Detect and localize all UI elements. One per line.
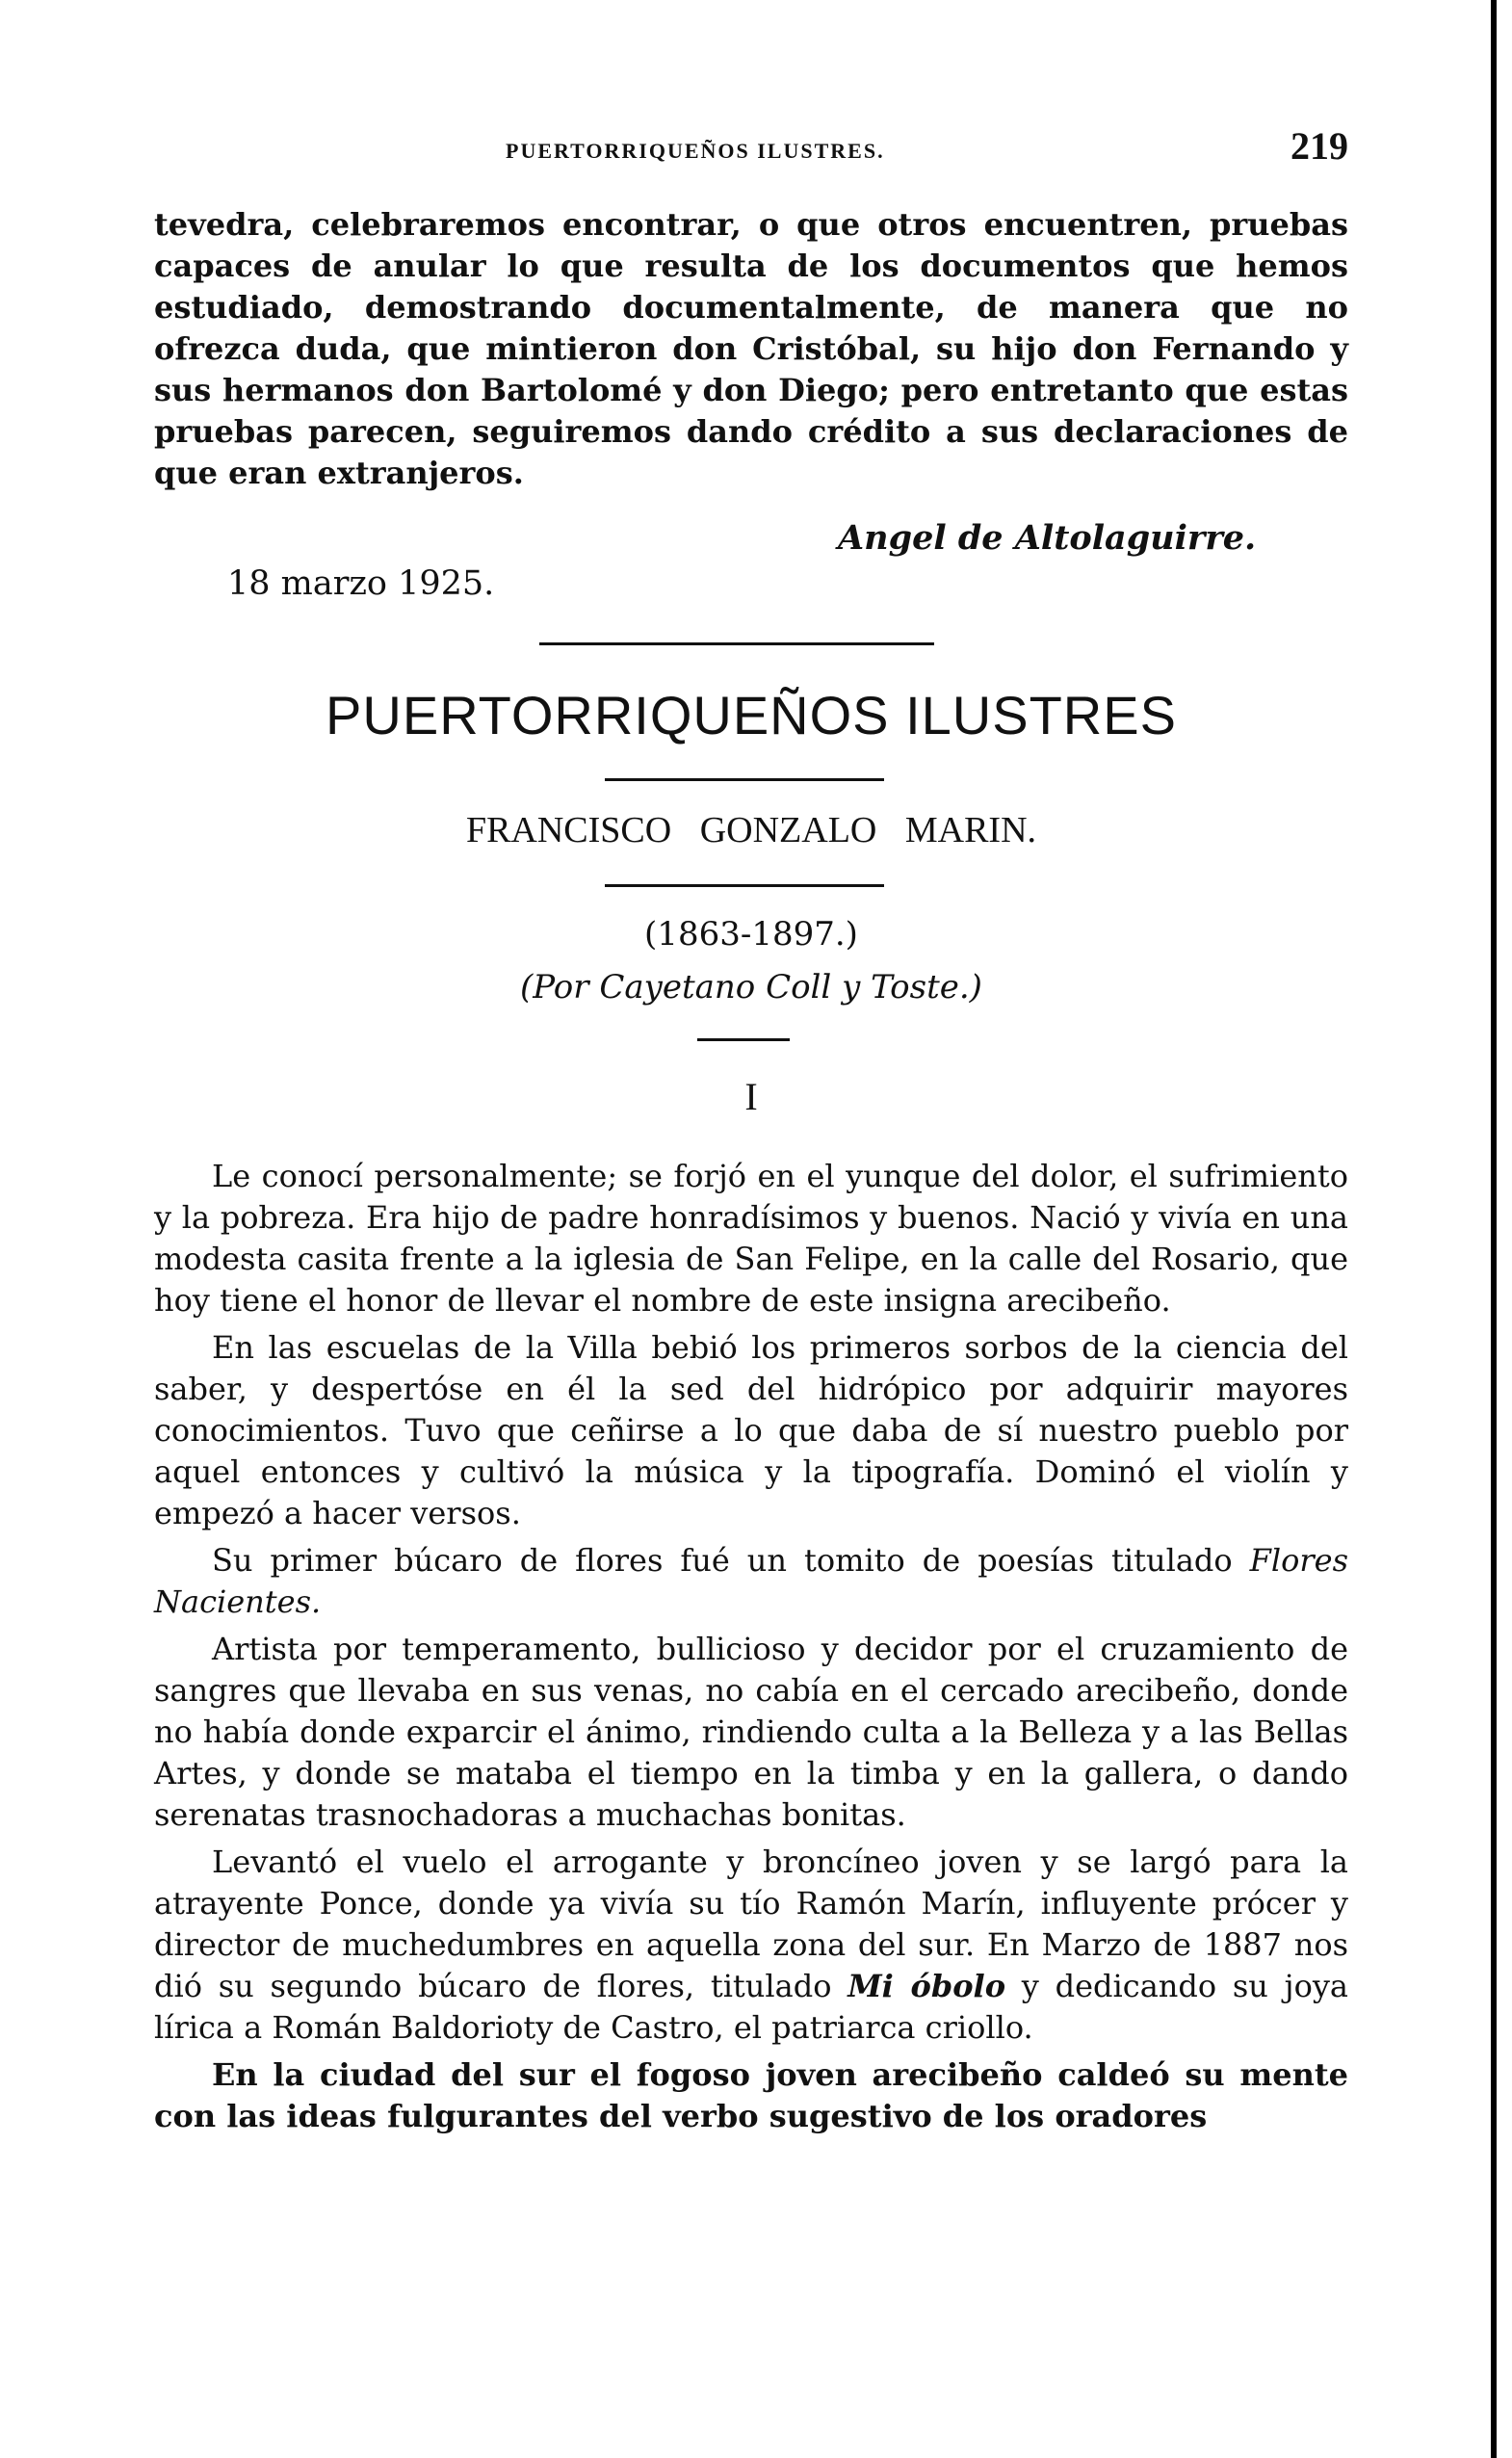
paragraph-1: Le conocí personalmente; se forjó en el yunque del dolor, el sufrimiento y la pobreza. Era hijo de padre honradísimos y buenos. Nació y vivía en una modesta casita frente a la iglesia de San Felipe, en la calle del Rosario, que hoy tiene el honor de llevar el nombre de este insigna arecibeño. bbox=[154, 1158, 1348, 1319]
paragraph-3 bbox=[154, 1540, 1348, 1623]
paragraph-6: En la ciudad del sur el fogoso joven arecibeño caldeó su mente con las ideas fulgurantes del verbo sugestivo de los oradores bbox=[154, 2056, 1348, 2134]
paragraph-5 bbox=[154, 1842, 1348, 2049]
date: 18 marzo 1925. bbox=[227, 564, 495, 603]
life-dates: (1863-1897.) bbox=[644, 915, 858, 954]
article-body bbox=[154, 1156, 1348, 2143]
page-number: 219 bbox=[1290, 124, 1348, 168]
section-number: I bbox=[744, 1075, 758, 1118]
running-head: PUERTORRIQUEÑOS ILUSTRES. bbox=[506, 139, 885, 163]
book-title-flores-nacientes: Flores Nacientes. bbox=[154, 1542, 1348, 1620]
intro-text bbox=[154, 204, 1348, 494]
divider-title bbox=[605, 778, 884, 781]
paragraph-4: Artista por temperamento, bullicioso y decidor por el cruzamiento de sangres que llevaba en sus venas, no cabía en el cercado arecibeño, donde no había donde exparcir el ánimo, rindiendo culta a la Belleza y a las Bellas Artes, y donde se mataba el tiempo en la timba y en la gallera, o dando serenatas trasnochadoras a muchachas bonitas. bbox=[154, 1631, 1348, 1833]
divider-subtitle bbox=[605, 884, 884, 887]
byline: (Por Cayetano Coll y Toste.) bbox=[520, 968, 982, 1007]
intro-paragraph: tevedra, celebraremos encontrar, o que otros encuentren, pruebas capaces de anular lo que resulta de los documentos que hemos estudiado, demostrando documentalmente, de manera que no ofrezca duda, que mintieron don Cristóbal, su hijo don Fernando y sus hermanos don Bartolomé y don Diego; pero entretanto que estas pruebas parecen, seguiremos dando crédito a sus declaraciones de que eran extranjeros. bbox=[154, 206, 1348, 491]
paragraph-5-end: y dedicando su joya lírica a Román Baldorioty de Castro, el patriarca criollo. bbox=[154, 1968, 1349, 2046]
divider-byline bbox=[697, 1038, 790, 1041]
signature: Angel de Altolaguirre. bbox=[838, 518, 1257, 558]
paragraph-3-text: Su primer búcaro de flores fué un tomito de poesías titulado bbox=[212, 1542, 1250, 1579]
paragraph-2: En las escuelas de la Villa bebió los primeros sorbos de la ciencia del saber, y despertóse en él la sed del hidrópico por adquirir mayores conocimientos. Tuvo que ceñirse a lo que daba de sí nuestro pueblo por aquel entonces y cultivó la música y la tipografía. Dominó el violín y empezó a hacer versos. bbox=[154, 1329, 1348, 1531]
book-title-mi-obolo: Mi óbolo bbox=[847, 1968, 1006, 2004]
paragraph-5-text: Levantó el vuelo el arrogante y broncíneo joven y se largó para la atrayente Ponce, donde ya vivía su tío Ramón Marín, influyente prócer y director de muchedumbres en aquella zona del sur. En Marzo de 1887 nos dió su segundo búcaro de flores, titulado bbox=[154, 1844, 1348, 2004]
page-edge-rule bbox=[1491, 0, 1497, 2458]
article-subtitle: FRANCISCO GONZALO MARIN. bbox=[465, 810, 1037, 850]
divider-top bbox=[539, 642, 934, 645]
page-header bbox=[154, 123, 1348, 181]
article-title: PUERTORRIQUEÑOS ILUSTRES bbox=[326, 685, 1177, 745]
